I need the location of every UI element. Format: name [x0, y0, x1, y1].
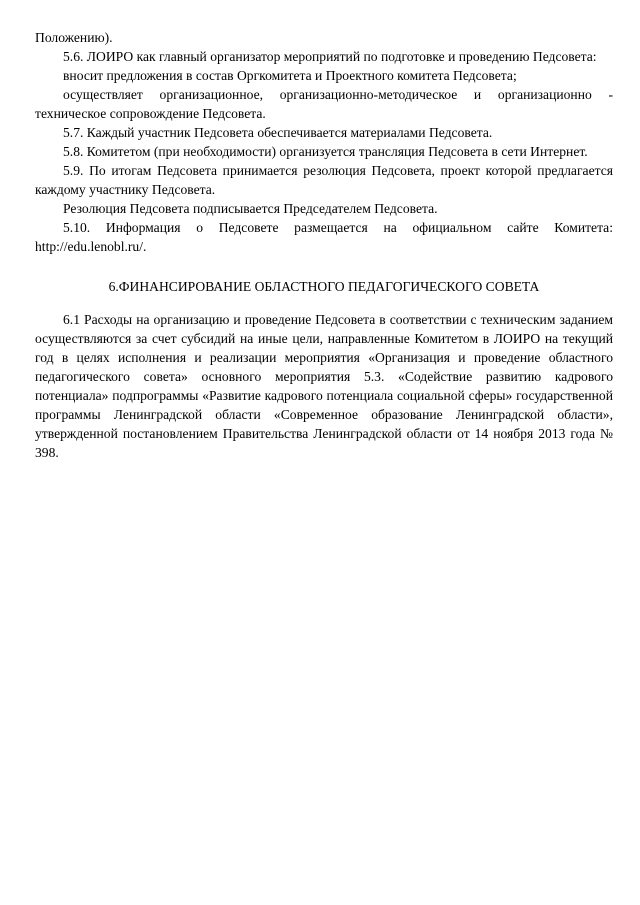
paragraph-continued: Положению). — [35, 30, 113, 45]
paragraph-5-6: 5.6. ЛОИРО как главный организатор мероприятий по подготовке и проведению Педсовета: — [63, 49, 597, 64]
document-page — [35, 28, 613, 462]
paragraph-5-7: 5.7. Каждый участник Педсовета обеспечивается материалами Педсовета. — [63, 125, 493, 140]
paragraph-6-1: 6.1 Расходы на организацию и проведение Педсовета в соответствии с техническим заданием осуществляются за счет субсидий на иные цели, направленные Комитетом в ЛОИРО на текущий год в целях исполнения и реализации мероприятия «Организация и проведение областного педагогического совета» основного мероприятия 5.3. «Содействие развитию кадрового потенциала» подпрограммы «Развитие кадрового потенциала социальной сферы» государственной программы Ленинградской области «Современное образование Ленинградской области», утвержденной постановлением Правительства Ленинградской области от 14 ноября 2013 года № 398. — [35, 312, 613, 460]
paragraph-5-8: 5.8. Комитетом (при необходимости) организуется трансляция Педсовета в сети Интернет. — [63, 144, 588, 159]
section-6-heading: 6.ФИНАНСИРОВАНИЕ ОБЛАСТНОГО ПЕДАГОГИЧЕСКОГО СОВЕТА — [108, 279, 540, 294]
paragraph-5-9: 5.9. По итогам Педсовета принимается резолюция Педсовета, проект которой предлагается каждому участнику Педсовета. — [35, 163, 613, 197]
paragraph-5-6-a: вносит предложения в состав Оргкомитета и Проектного комитета Педсовета; — [63, 68, 517, 83]
paragraph-5-10: 5.10. Информация о Педсовете размещается на официальном сайте Комитета: http://edu.lenobl.ru/. — [35, 220, 613, 254]
paragraph-5-6-b: осуществляет организационное, организационно-методическое и организационно - техническое сопровождение Педсовета. — [35, 87, 613, 121]
paragraph-5-9-b: Резолюция Педсовета подписывается Председателем Педсовета. — [63, 201, 438, 216]
